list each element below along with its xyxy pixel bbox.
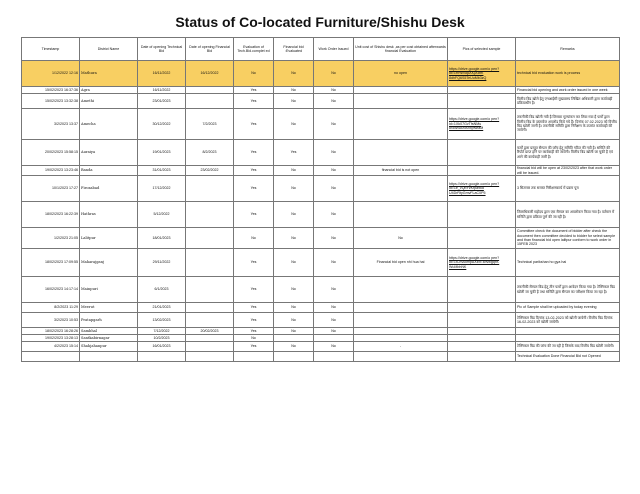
cell-tech-eval: No bbox=[234, 61, 274, 87]
table-row bbox=[22, 166, 620, 176]
cell-tech-bid-date: 21/01/2023 bbox=[138, 303, 186, 313]
cell-work-order: No bbox=[314, 342, 354, 352]
cell-timestamp: 15/02/2023 16:37:36 bbox=[22, 87, 80, 94]
cell-tech-eval: Yes bbox=[234, 202, 274, 228]
cell-fin-bid-date bbox=[186, 87, 234, 94]
table-row bbox=[22, 342, 620, 352]
header-pics: Pics of selected sample bbox=[448, 38, 516, 61]
cell-unit-cost: No bbox=[354, 228, 448, 249]
table-row bbox=[22, 140, 620, 166]
table-row bbox=[22, 352, 620, 362]
cell-pics bbox=[448, 202, 516, 228]
cell-pics bbox=[448, 313, 516, 328]
cell-work-order bbox=[314, 352, 354, 362]
cell-tech-bid-date: 16/11/2022 bbox=[138, 87, 186, 94]
cell-district: Amethi bbox=[80, 94, 138, 109]
cell-remarks: जिलाधिकारी महोदय द्वारा एक सैम्पल का अवलोकन किया गया है। वर्तमान में समिति द्वारा प्रक्रिया पूर्ण की जा रही है। bbox=[516, 202, 620, 228]
cell-timestamp bbox=[22, 352, 80, 362]
table-row bbox=[22, 94, 620, 109]
cell-fin-eval: No bbox=[274, 166, 314, 176]
cell-district: Hathras bbox=[80, 202, 138, 228]
cell-work-order: No bbox=[314, 140, 354, 166]
cell-remarks: 3 सितम्बर तक समस्त निरीक्षणकार्य में प्रक्रम पूरा bbox=[516, 176, 620, 202]
cell-tech-eval: Yes bbox=[234, 249, 274, 277]
cell-work-order: No bbox=[314, 166, 354, 176]
cell-tech-eval: Yes bbox=[234, 328, 274, 335]
cell-tech-bid-date: 16/01/2023 bbox=[138, 342, 186, 352]
cell-tech-eval: Yes bbox=[234, 303, 274, 313]
cell-remarks: तकनीकी बिड खोली गयी है जिसका मूल्यांकन कर लिया गया है फर्मों द्वारा वित्तीय बिड के दस्तावेज अपलोड किये गये हैं। दिनांक 07.02.2023 को वित्तीय बिड खोली जानी है। तकनीकी समिति द्वारा निरीक्षण के उपरांत कार्यवाही की जायेगी। bbox=[516, 109, 620, 140]
header-row bbox=[22, 38, 620, 61]
header-tech-eval: Evaluation of Tech.Bid.complet ed bbox=[234, 38, 274, 61]
cell-district: Banda bbox=[80, 166, 138, 176]
cell-unit-cost bbox=[354, 277, 448, 303]
cell-fin-bid-date bbox=[186, 303, 234, 313]
cell-unit-cost: financial bid is not open bbox=[354, 166, 448, 176]
cell-remarks: तकनीकी सैम्पल बिड हेतु तीन फर्मों द्वारा आवेदन किया गया है। टेक्निकल बिड खोली जा चुकी है तथा समिति द्वारा सैम्पल का परीक्षण किया जा रहा है। bbox=[516, 277, 620, 303]
cell-work-order: No bbox=[314, 303, 354, 313]
table-row bbox=[22, 335, 620, 342]
cell-tech-eval: Yes bbox=[234, 140, 274, 166]
status-table bbox=[21, 37, 620, 362]
cell-pics[interactable]: https://drive.google.com/o pen?id=1e_vQbYzKfpa9kd U4DrRtyGmvFLaC0P5 bbox=[448, 176, 516, 202]
table-row bbox=[22, 249, 620, 277]
cell-tech-eval: No bbox=[234, 335, 274, 342]
cell-fin-bid-date bbox=[186, 342, 234, 352]
cell-remarks bbox=[516, 328, 620, 335]
cell-district: Agra bbox=[80, 87, 138, 94]
cell-work-order: No bbox=[314, 277, 354, 303]
header-tech-bid-date: Date of opening Technical Bid bbox=[138, 38, 186, 61]
cell-unit-cost bbox=[354, 109, 448, 140]
cell-timestamp: 1/12/2022 12:16 bbox=[22, 61, 80, 87]
cell-tech-eval: No bbox=[234, 228, 274, 249]
cell-remarks: टेक्निकल बिड दिनांक 13-02-2023 को खोली जायेगी। वित्तीय बिड दिनांक 16-02-2023 को खोली जायेगी। bbox=[516, 313, 620, 328]
cell-unit-cost bbox=[354, 313, 448, 328]
cell-tech-bid-date: 17/12/2022 bbox=[138, 176, 186, 202]
cell-fin-bid-date bbox=[186, 313, 234, 328]
cell-timestamp: 18/02/2023 17:09:55 bbox=[22, 249, 80, 277]
cell-unit-cost bbox=[354, 140, 448, 166]
cell-fin-bid-date: 8/2/2023 bbox=[186, 140, 234, 166]
cell-district: Auraiya bbox=[80, 140, 138, 166]
cell-pics bbox=[448, 342, 516, 352]
cell-unit-cost bbox=[354, 303, 448, 313]
cell-timestamp: 19/02/2023 13:23:46 bbox=[22, 166, 80, 176]
cell-tech-eval: Yes bbox=[234, 342, 274, 352]
table-row bbox=[22, 303, 620, 313]
cell-pics bbox=[448, 335, 516, 342]
cell-tech-bid-date: 23/01/2023 bbox=[138, 94, 186, 109]
cell-pics bbox=[448, 94, 516, 109]
cell-tech-bid-date: 18/01/2023 bbox=[138, 228, 186, 249]
header-remarks: Remarks bbox=[516, 38, 620, 61]
cell-tech-eval: Yes bbox=[234, 94, 274, 109]
header-unit-cost: Unit cost of Shishu desk ,as per cost obtained afterwards financial Evaluation bbox=[354, 38, 448, 61]
cell-fin-bid-date bbox=[186, 94, 234, 109]
cell-fin-eval bbox=[274, 335, 314, 342]
cell-fin-eval: No bbox=[274, 342, 314, 352]
cell-unit-cost: Financial bid open nhi hua hai bbox=[354, 249, 448, 277]
cell-pics bbox=[448, 140, 516, 166]
cell-district: Meerut bbox=[80, 303, 138, 313]
cell-tech-eval: Yes bbox=[234, 313, 274, 328]
cell-pics bbox=[448, 166, 516, 176]
cell-unit-cost bbox=[354, 176, 448, 202]
cell-district: Mainpuri bbox=[80, 277, 138, 303]
cell-fin-bid-date: 16/12/2022 bbox=[186, 61, 234, 87]
cell-pics bbox=[448, 87, 516, 94]
cell-remarks: Technical parikshan ho gya hai bbox=[516, 249, 620, 277]
table-row bbox=[22, 109, 620, 140]
cell-work-order: No bbox=[314, 313, 354, 328]
cell-unit-cost bbox=[354, 335, 448, 342]
cell-fin-bid-date bbox=[186, 335, 234, 342]
cell-fin-eval: Yes bbox=[274, 140, 314, 166]
cell-tech-bid-date: 5/12/2022 bbox=[138, 202, 186, 228]
cell-district: Pratapgarh bbox=[80, 313, 138, 328]
cell-work-order bbox=[314, 335, 354, 342]
cell-timestamp: 8/2/2023 11:29 bbox=[22, 303, 80, 313]
cell-tech-eval: Yes bbox=[234, 87, 274, 94]
cell-work-order: No bbox=[314, 202, 354, 228]
cell-timestamp: 20/02/2023 15:58:15 bbox=[22, 140, 80, 166]
cell-pics bbox=[448, 328, 516, 335]
cell-timestamp: 3/2/2023 13:37 bbox=[22, 109, 80, 140]
cell-district: Lalitpur bbox=[80, 228, 138, 249]
cell-tech-eval: Yes bbox=[234, 277, 274, 303]
cell-fin-eval: No bbox=[274, 202, 314, 228]
cell-timestamp: 10/1/2023 17:27 bbox=[22, 176, 80, 202]
cell-fin-eval: No bbox=[274, 249, 314, 277]
cell-pics bbox=[448, 303, 516, 313]
cell-remarks: Technical Evaluation Done Financial Bid not Opened bbox=[516, 352, 620, 362]
cell-fin-eval: No bbox=[274, 228, 314, 249]
cell-remarks: टेक्निकल बिड की जांच की जा रही है जिसके बाद वित्तीय बिड खोली जायेगी। bbox=[516, 342, 620, 352]
cell-tech-bid-date: 30/12/2022 bbox=[138, 109, 186, 140]
cell-fin-bid-date bbox=[186, 228, 234, 249]
cell-remarks bbox=[516, 335, 620, 342]
cell-timestamp: 19/02/2023 13:28:13 bbox=[22, 335, 80, 342]
cell-timestamp: 18/02/2023 16:22:39 bbox=[22, 202, 80, 228]
header-timestamp: Timestamp bbox=[22, 38, 80, 61]
cell-fin-eval: No bbox=[274, 328, 314, 335]
cell-pics[interactable]: https://drive.google.com/o pen?id=1RhW4qU0Qz3bK 8dhFQ6S5TeUuMb3zQ bbox=[448, 61, 516, 87]
cell-unit-cost bbox=[354, 202, 448, 228]
cell-fin-eval: No bbox=[274, 61, 314, 87]
header-fin-bid-date: Date of opening Financial Bid bbox=[186, 38, 234, 61]
cell-pics bbox=[448, 228, 516, 249]
table-row bbox=[22, 61, 620, 87]
cell-remarks: Financial bid opening and work order issued in one week bbox=[516, 87, 620, 94]
cell-district: Shahjahanpur bbox=[80, 342, 138, 352]
cell-remarks: financial bid will be open at 23/02/2023 after that work order will be issued. bbox=[516, 166, 620, 176]
cell-remarks: वित्तीय बिड खोले हेतु एनआईसी मुख्यालय लिखित अधिकारी द्वारा कार्यवाही प्रक्रियाधीन है। bbox=[516, 94, 620, 109]
cell-timestamp: 16/02/2023 14:17:14 bbox=[22, 277, 80, 303]
cell-fin-eval: No bbox=[274, 176, 314, 202]
cell-district: Amecha bbox=[80, 109, 138, 140]
cell-unit-cost bbox=[354, 352, 448, 362]
cell-tech-eval bbox=[234, 352, 274, 362]
cell-unit-cost: no open bbox=[354, 61, 448, 87]
cell-remarks: फर्मों द्वारा प्रस्तुत सैम्पल की जाँच हेतु समिति गठित की गयी है। समिति की रिपोर्ट प्राप्त होने पर कार्यवाही की जायेगी। वित्तीय बिड खोली जा चुकी है एवं आगे की कार्यवाही जारी है। bbox=[516, 140, 620, 166]
table-row bbox=[22, 228, 620, 249]
cell-fin-bid-date bbox=[186, 277, 234, 303]
cell-tech-bid-date bbox=[138, 352, 186, 362]
cell-fin-bid-date bbox=[186, 249, 234, 277]
cell-tech-bid-date: 13/02/2023 bbox=[138, 313, 186, 328]
cell-fin-bid-date bbox=[186, 202, 234, 228]
cell-timestamp: 15/02/2023 13:32:38 bbox=[22, 94, 80, 109]
header-fin-eval: Financial bid :Evaluated bbox=[274, 38, 314, 61]
cell-district bbox=[80, 352, 138, 362]
cell-remarks: technical bid evaluation work is process bbox=[516, 61, 620, 87]
cell-remarks: Committee check the document of bidder after check the document then committee decided to bidder for select sample and than financial bid open lalitpur conform to work order in 15FEB 2023 bbox=[516, 228, 620, 249]
cell-fin-bid-date bbox=[186, 352, 234, 362]
table-row bbox=[22, 202, 620, 228]
cell-work-order: No bbox=[314, 249, 354, 277]
cell-tech-bid-date: 6/1/2023 bbox=[138, 277, 186, 303]
cell-tech-bid-date: 10/2/2023 bbox=[138, 335, 186, 342]
cell-district: Santkabirnagar bbox=[80, 335, 138, 342]
cell-work-order: No bbox=[314, 176, 354, 202]
cell-fin-bid-date bbox=[186, 176, 234, 202]
table-row bbox=[22, 176, 620, 202]
cell-unit-cost: - bbox=[354, 342, 448, 352]
cell-district: Maharajganj bbox=[80, 249, 138, 277]
cell-pics bbox=[448, 277, 516, 303]
header-work-order: Work Order Issued bbox=[314, 38, 354, 61]
cell-fin-eval: No bbox=[274, 303, 314, 313]
cell-tech-bid-date: 19/01/2023 bbox=[138, 140, 186, 166]
cell-fin-bid-date: 7/2/2023 bbox=[186, 109, 234, 140]
cell-tech-bid-date: 16/11/2022 bbox=[138, 61, 186, 87]
cell-district: Firozabad bbox=[80, 176, 138, 202]
header-district: District Name bbox=[80, 38, 138, 61]
cell-work-order: No bbox=[314, 228, 354, 249]
cell-district: Mathura bbox=[80, 61, 138, 87]
cell-tech-bid-date: 7/12/2022 bbox=[138, 328, 186, 335]
cell-fin-bid-date: 23/02/2022 bbox=[186, 166, 234, 176]
cell-timestamp: 18/02/2023 16:28:26 bbox=[22, 328, 80, 335]
cell-work-order: No bbox=[314, 61, 354, 87]
cell-fin-eval: No bbox=[274, 109, 314, 140]
cell-work-order: No bbox=[314, 94, 354, 109]
cell-work-order: No bbox=[314, 87, 354, 94]
cell-unit-cost bbox=[354, 87, 448, 94]
cell-pics[interactable]: https://drive.google.com/o pen?id=1Xk07GvTfsNMu 8NdWAfz5shxpfwfaM bbox=[448, 109, 516, 140]
cell-work-order: No bbox=[314, 328, 354, 335]
cell-fin-eval: No bbox=[274, 313, 314, 328]
cell-fin-eval: No bbox=[274, 87, 314, 94]
cell-fin-eval: No bbox=[274, 277, 314, 303]
cell-fin-eval: No bbox=[274, 94, 314, 109]
table-row bbox=[22, 328, 620, 335]
cell-remarks: Pic of Sample shall be uploaded by today evening bbox=[516, 303, 620, 313]
cell-pics bbox=[448, 352, 516, 362]
cell-tech-eval: Yes bbox=[234, 166, 274, 176]
cell-timestamp: 3/2/2023 10:53 bbox=[22, 313, 80, 328]
cell-tech-eval: Yes bbox=[234, 109, 274, 140]
cell-district: Sambhal bbox=[80, 328, 138, 335]
table-row bbox=[22, 313, 620, 328]
page-title: Status of Co-located Furniture/Shishu Desk bbox=[175, 14, 465, 30]
cell-timestamp: 4/2/2023 15:14 bbox=[22, 342, 80, 352]
cell-work-order: No bbox=[314, 109, 354, 140]
cell-tech-eval: Yes bbox=[234, 176, 274, 202]
cell-unit-cost bbox=[354, 94, 448, 109]
cell-fin-bid-date: 20/02/2023 bbox=[186, 328, 234, 335]
cell-tech-bid-date: 29/11/2022 bbox=[138, 249, 186, 277]
cell-pics[interactable]: https://drive.google.com/o pen?id=1tCmA5mpAXzM 4bvwgqnr-WuMbhNK bbox=[448, 249, 516, 277]
cell-unit-cost bbox=[354, 328, 448, 335]
cell-tech-bid-date: 31/01/2023 bbox=[138, 166, 186, 176]
table-row bbox=[22, 87, 620, 94]
cell-fin-eval bbox=[274, 352, 314, 362]
cell-timestamp: 1/2/2023 21:05 bbox=[22, 228, 80, 249]
table-row bbox=[22, 277, 620, 303]
